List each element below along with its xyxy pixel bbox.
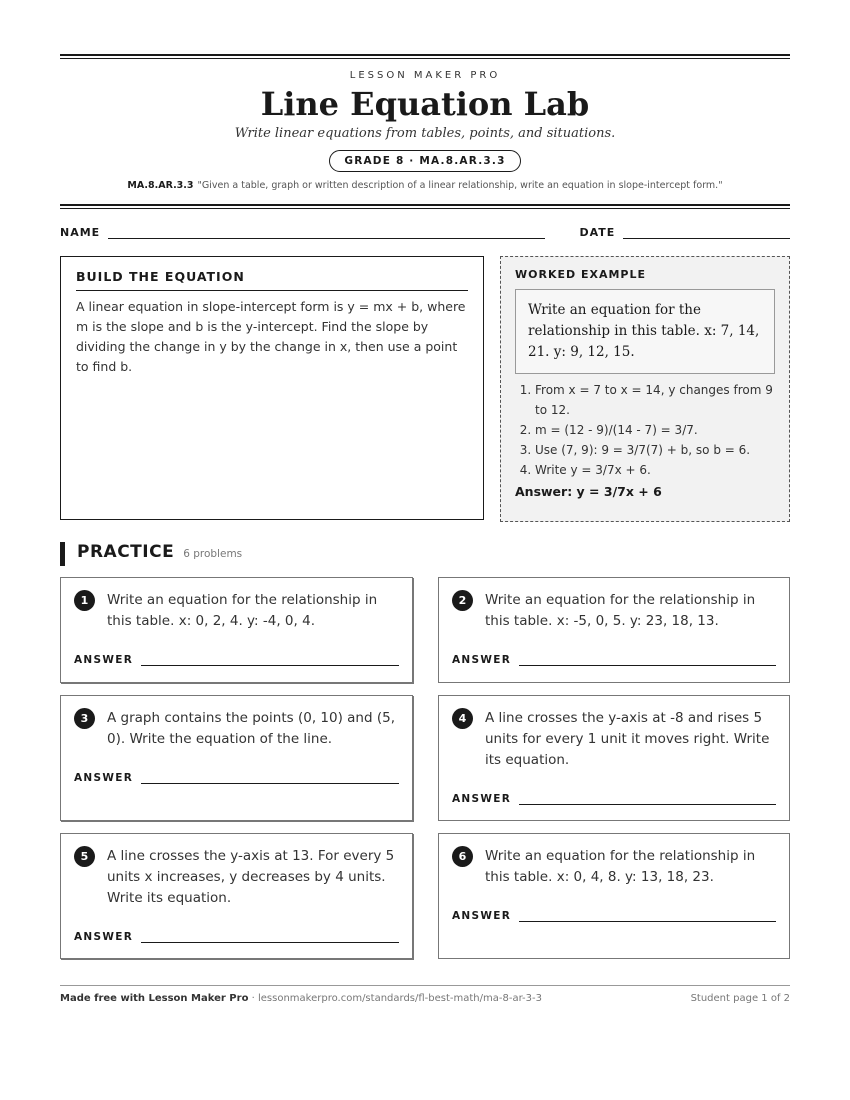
answer-line[interactable] bbox=[141, 782, 399, 784]
answer-line[interactable] bbox=[141, 664, 399, 666]
build-heading: BUILD THE EQUATION bbox=[76, 269, 468, 291]
intro-row bbox=[60, 256, 790, 522]
footer-url[interactable]: · lessonmakerpro.com/standards/fl-best-math/ma-8-ar-3-3 bbox=[248, 993, 543, 1004]
problem-card-6 bbox=[438, 833, 790, 959]
worksheet-page bbox=[60, 54, 790, 1004]
date-label: DATE bbox=[579, 226, 616, 239]
problem-text: A line crosses the y-axis at 13. For every 5 units x increases, y decreases by 4 units. Write its equation. bbox=[107, 848, 395, 906]
problem-text: Write an equation for the relationship in this table. x: 0, 4, 8. y: 13, 18, 23. bbox=[485, 848, 756, 885]
problem-card-3 bbox=[60, 695, 413, 821]
answer-row bbox=[74, 772, 399, 784]
standard-code: MA.8.AR.3.3 bbox=[127, 180, 194, 191]
worked-step: 3. Use (7, 9): 9 = 3/7(7) + b, so b = 6. bbox=[535, 440, 775, 460]
answer-label: ANSWER bbox=[452, 793, 512, 805]
answer-label: ANSWER bbox=[74, 931, 134, 943]
worked-step: 2. m = (12 - 9)/(14 - 7) = 3/7. bbox=[535, 420, 775, 440]
answer-label: ANSWER bbox=[74, 772, 134, 784]
answer-row bbox=[452, 654, 776, 666]
name-label: NAME bbox=[60, 226, 101, 239]
answer-label: ANSWER bbox=[452, 654, 512, 666]
page-title: Line Equation Lab bbox=[260, 85, 590, 123]
practice-title: PRACTICE bbox=[77, 542, 175, 562]
problem-text: A line crosses the y-axis at -8 and rises 5 units for every 1 unit it moves right. Write its equation. bbox=[485, 710, 770, 768]
worked-steps bbox=[515, 380, 775, 480]
answer-row bbox=[452, 793, 776, 805]
worked-step: 1. From x = 7 to x = 14, y changes from 9 to 12. bbox=[535, 380, 775, 420]
brand-label: LESSON MAKER PRO bbox=[349, 70, 501, 81]
footer-made-with: Made free with Lesson Maker Pro bbox=[60, 993, 249, 1004]
problem-question bbox=[74, 590, 399, 632]
worked-step: 4. Write y = 3/7x + 6. bbox=[535, 460, 775, 480]
standard-text: "Given a table, graph or written description of a linear relationship, write an equation in slope-intercept form." bbox=[197, 180, 723, 191]
problem-question bbox=[74, 846, 399, 909]
name-line[interactable] bbox=[108, 237, 545, 239]
footer bbox=[60, 993, 790, 1004]
problem-text: Write an equation for the relationship in this table. x: -5, 0, 5. y: 23, 18, 13. bbox=[485, 592, 756, 629]
worked-heading: WORKED EXAMPLE bbox=[515, 268, 646, 281]
practice-count: 6 problems bbox=[183, 548, 243, 560]
header-bottom-rule bbox=[60, 204, 790, 209]
build-equation-box bbox=[60, 256, 484, 520]
grade-badge-wrap bbox=[60, 149, 790, 172]
answer-label: ANSWER bbox=[452, 910, 512, 922]
worked-example-box bbox=[500, 256, 790, 522]
problem-number: 6 bbox=[452, 846, 473, 867]
problem-card-1 bbox=[60, 577, 413, 683]
problem-question bbox=[452, 708, 776, 771]
problem-number: 5 bbox=[74, 846, 95, 867]
problem-card-2 bbox=[438, 577, 790, 683]
answer-row bbox=[74, 931, 399, 943]
name-date-row bbox=[60, 226, 790, 239]
top-rule bbox=[60, 54, 790, 59]
answer-line[interactable] bbox=[519, 920, 776, 922]
worked-prompt: Write an equation for the relationship in this table. x: 7, 14, 21. y: 9, 12, 15. bbox=[515, 289, 775, 374]
problem-card-5 bbox=[60, 833, 413, 959]
problem-question bbox=[452, 590, 776, 632]
build-text: A linear equation in slope-intercept form is y = mx + b, where m is the slope and b is the y-intercept. Find the slope by dividing the change in y by the change in x, then use a point to find b. bbox=[76, 299, 466, 374]
date-line[interactable] bbox=[623, 237, 790, 239]
practice-grid bbox=[60, 577, 790, 959]
answer-line[interactable] bbox=[141, 941, 399, 943]
answer-line[interactable] bbox=[519, 664, 776, 666]
answer-row bbox=[452, 910, 776, 922]
answer-line[interactable] bbox=[519, 803, 776, 805]
problem-card-4 bbox=[438, 695, 790, 821]
worked-answer: Answer: y = 3/7x + 6 bbox=[515, 484, 662, 499]
standard-description bbox=[60, 180, 790, 191]
footer-page-number: Student page 1 of 2 bbox=[690, 993, 790, 1004]
footer-rule bbox=[60, 985, 790, 986]
answer-label: ANSWER bbox=[74, 654, 134, 666]
practice-header bbox=[60, 542, 790, 566]
footer-credit bbox=[60, 993, 542, 1004]
problem-number: 3 bbox=[74, 708, 95, 729]
problem-number: 1 bbox=[74, 590, 95, 611]
problem-number: 2 bbox=[452, 590, 473, 611]
grade-badge: GRADE 8 · MA.8.AR.3.3 bbox=[329, 150, 520, 172]
problem-question bbox=[74, 708, 399, 750]
page-subtitle: Write linear equations from tables, points, and situations. bbox=[234, 126, 616, 141]
answer-row bbox=[74, 654, 399, 666]
problem-question bbox=[452, 846, 776, 888]
problem-text: A graph contains the points (0, 10) and (5, 0). Write the equation of the line. bbox=[107, 710, 395, 747]
problem-text: Write an equation for the relationship in this table. x: 0, 2, 4. y: -4, 0, 4. bbox=[107, 592, 378, 629]
problem-number: 4 bbox=[452, 708, 473, 729]
